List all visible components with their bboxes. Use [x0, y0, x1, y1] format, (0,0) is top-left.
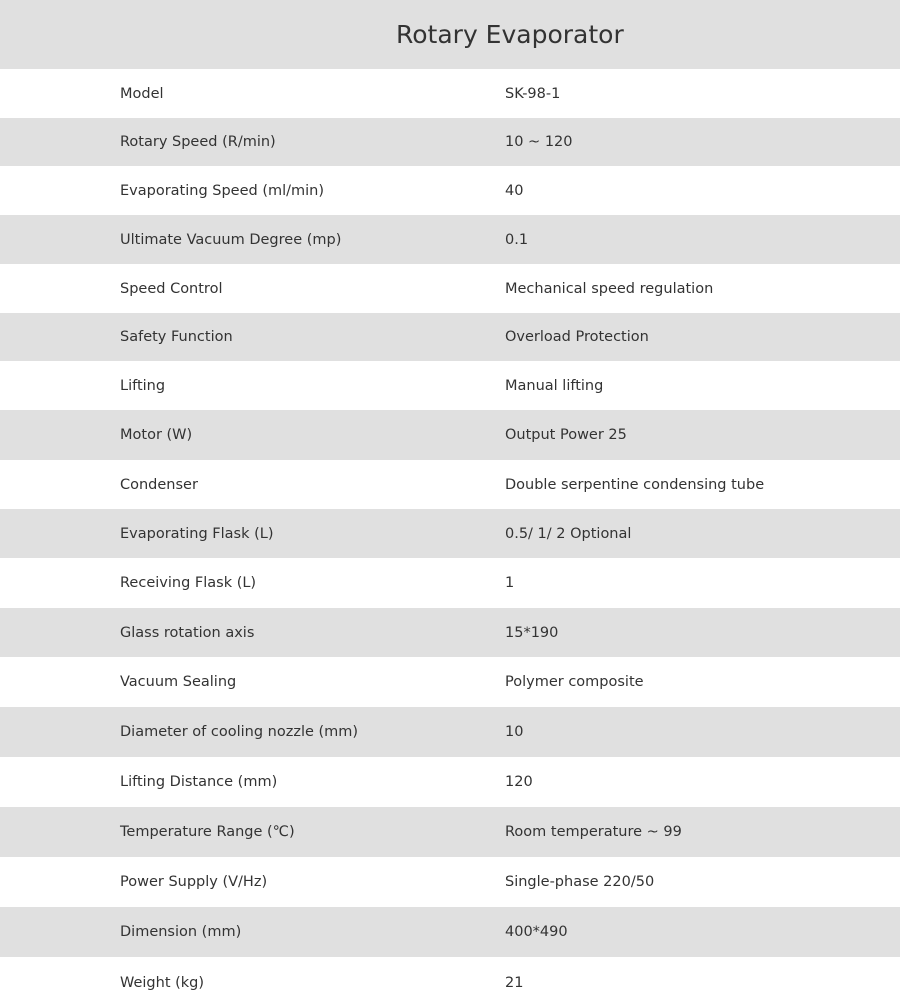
- spec-value: 10 ~ 120: [505, 134, 573, 150]
- spec-value: 120: [505, 774, 533, 790]
- spec-label: Ultimate Vacuum Degree (mp): [120, 231, 342, 248]
- table-header: [0, 0, 900, 69]
- spec-row-power-supply: [0, 857, 900, 907]
- spec-row-ultimate-vacuum: [0, 215, 900, 264]
- spec-label: Evaporating Speed (ml/min): [120, 182, 325, 199]
- spec-label: Temperature Range (℃): [120, 824, 295, 840]
- spec-value: SK-98-1: [505, 85, 561, 102]
- spec-row-condenser: [0, 460, 900, 509]
- spec-value: 1: [505, 575, 515, 591]
- spec-label: Receiving Flask (L): [120, 575, 257, 591]
- spec-label: Model: [120, 85, 164, 102]
- spec-value: 10: [505, 724, 524, 740]
- spec-value: 0.5/ 1/ 2 Optional: [505, 525, 632, 542]
- spec-label: Motor (W): [120, 427, 193, 443]
- table-title: Rotary Evaporator: [396, 20, 624, 49]
- spec-label: Weight (kg): [120, 974, 205, 991]
- spec-value: 21: [505, 974, 524, 991]
- spec-label: Speed Control: [120, 280, 223, 297]
- spec-value: Single-phase 220/50: [505, 874, 655, 890]
- spec-value: 15*190: [505, 624, 559, 641]
- spec-row-receiving-flask: [0, 558, 900, 608]
- spec-label: Condenser: [120, 476, 198, 493]
- spec-value: Manual lifting: [505, 377, 604, 394]
- spec-row-model: [0, 69, 900, 118]
- spec-row-motor: [0, 410, 900, 460]
- spec-value: 400*490: [505, 924, 568, 940]
- spec-row-temperature-range: [0, 807, 900, 857]
- spec-row-evaporating-flask: [0, 509, 900, 558]
- spec-label: Glass rotation axis: [120, 624, 255, 641]
- spec-row-lifting-distance: [0, 757, 900, 807]
- spec-label: Power Supply (V/Hz): [120, 874, 268, 890]
- spec-value: Mechanical speed regulation: [505, 280, 714, 297]
- spec-label: Dimension (mm): [120, 924, 242, 940]
- spec-row-weight: [0, 957, 900, 1008]
- spec-value: Polymer composite: [505, 674, 644, 690]
- spec-value: Room temperature ~ 99: [505, 824, 682, 840]
- spec-label: Lifting: [120, 377, 166, 394]
- spec-row-safety-function: [0, 313, 900, 361]
- spec-label: Diameter of cooling nozzle (mm): [120, 724, 359, 740]
- spec-value: Double serpentine condensing tube: [505, 476, 765, 493]
- spec-label: Rotary Speed (R/min): [120, 134, 276, 150]
- spec-row-vacuum-sealing: [0, 657, 900, 707]
- spec-label: Vacuum Sealing: [120, 674, 237, 690]
- spec-row-lifting: [0, 361, 900, 410]
- spec-row-rotary-speed: [0, 118, 900, 166]
- spec-value: Overload Protection: [505, 329, 649, 345]
- spec-row-dimension: [0, 907, 900, 957]
- spec-value: 0.1: [505, 231, 529, 248]
- spec-row-glass-rotation-axis: [0, 608, 900, 657]
- spec-label: Lifting Distance (mm): [120, 774, 278, 790]
- spec-value: 40: [505, 182, 524, 199]
- spec-label: Evaporating Flask (L): [120, 525, 274, 542]
- spec-row-evaporating-speed: [0, 166, 900, 215]
- spec-row-cooling-nozzle: [0, 707, 900, 757]
- spec-value: Output Power 25: [505, 427, 627, 443]
- spec-label: Safety Function: [120, 329, 233, 345]
- spec-row-speed-control: [0, 264, 900, 313]
